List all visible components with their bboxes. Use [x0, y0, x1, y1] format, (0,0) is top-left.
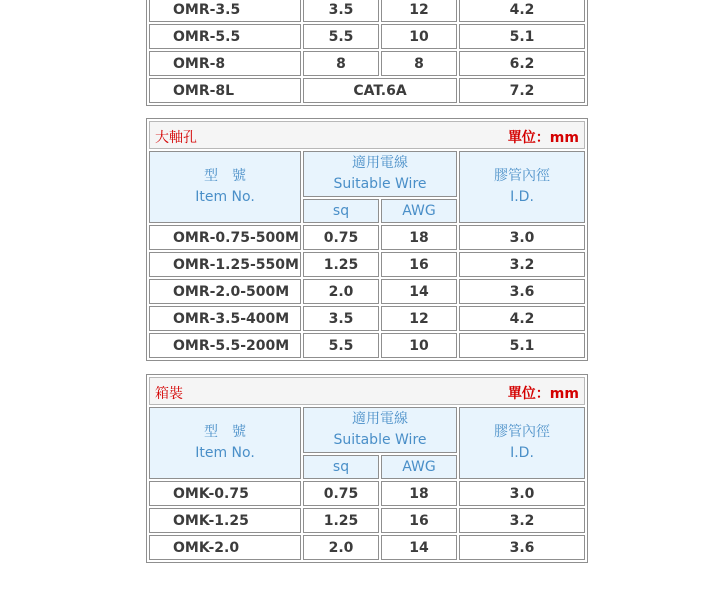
- awg-cell: 10: [381, 333, 457, 358]
- table-row: [149, 306, 585, 331]
- item-cell: OMR-1.25-550M: [149, 252, 301, 277]
- table-row: [149, 279, 585, 304]
- id-cell: 3.2: [459, 252, 585, 277]
- sq-cell: 1.25: [303, 252, 379, 277]
- spec-table-large-hole: [146, 118, 588, 361]
- table-row: [149, 535, 585, 560]
- table-row: [149, 333, 585, 358]
- item-header-zh: 型 號: [204, 168, 246, 184]
- sq-cell: 2.0: [303, 279, 379, 304]
- header-row: [149, 407, 585, 453]
- id-cell: 4.2: [459, 306, 585, 331]
- awg-cell: 16: [381, 508, 457, 533]
- item-cell: OMR-0.75-500M: [149, 225, 301, 250]
- sq-cell: 3.5: [303, 306, 379, 331]
- table-body: [149, 0, 585, 103]
- id-cell: 3.6: [459, 279, 585, 304]
- spec-table-top: [146, 0, 588, 106]
- id-header-en: I.D.: [510, 445, 534, 461]
- awg-cell: 8: [381, 51, 457, 76]
- wire-header-en: Suitable Wire: [333, 432, 427, 448]
- id-cell: 3.0: [459, 225, 585, 250]
- id-header-zh: 膠管內徑: [494, 424, 550, 440]
- item-cell: OMR-5.5-200M: [149, 333, 301, 358]
- awg-cell: 18: [381, 225, 457, 250]
- item-cell: OMK-1.25: [149, 508, 301, 533]
- item-header: [149, 151, 301, 223]
- wire-header: [303, 407, 457, 453]
- wire-header-zh: 適用電線: [352, 411, 408, 427]
- item-cell: OMK-0.75: [149, 481, 301, 506]
- sq-cell: 2.0: [303, 535, 379, 560]
- caption-row: [149, 121, 585, 149]
- item-cell: OMR-2.0-500M: [149, 279, 301, 304]
- sq-cell: 0.75: [303, 481, 379, 506]
- table-caption: [149, 121, 585, 149]
- table-caption: [149, 377, 585, 405]
- table-row: [149, 78, 585, 103]
- item-cell: OMR-8L: [149, 78, 301, 103]
- id-header: [459, 151, 585, 223]
- awg-cell: 12: [381, 306, 457, 331]
- item-header-en: Item No.: [195, 445, 255, 461]
- sq-cell: 1.25: [303, 508, 379, 533]
- id-cell: 3.2: [459, 508, 585, 533]
- item-cell: OMR-3.5: [149, 0, 301, 22]
- awg-cell: 18: [381, 481, 457, 506]
- table-row: [149, 225, 585, 250]
- item-header: [149, 407, 301, 479]
- unit-label: 單位：mm: [507, 386, 579, 402]
- id-header-zh: 膠管內徑: [494, 168, 550, 184]
- table-body: [149, 377, 585, 560]
- caption-row: [149, 377, 585, 405]
- table-row: [149, 481, 585, 506]
- id-cell: 6.2: [459, 51, 585, 76]
- id-cell: 3.0: [459, 481, 585, 506]
- item-cell: OMK-2.0: [149, 535, 301, 560]
- wire-header-zh: 適用電線: [352, 155, 408, 171]
- sq-cell: 3.5: [303, 0, 379, 22]
- id-cell: 7.2: [459, 78, 585, 103]
- wire-merged-cell: CAT.6A: [303, 78, 457, 103]
- header-row: [149, 151, 585, 197]
- table-row: [149, 252, 585, 277]
- id-cell: 5.1: [459, 24, 585, 49]
- table-row: [149, 508, 585, 533]
- table-row: [149, 24, 585, 49]
- table-title: 大軸孔: [155, 130, 197, 146]
- item-cell: OMR-3.5-400M: [149, 306, 301, 331]
- sq-header: sq: [303, 455, 379, 479]
- table-row: [149, 51, 585, 76]
- item-cell: OMR-8: [149, 51, 301, 76]
- awg-cell: 14: [381, 535, 457, 560]
- awg-cell: 14: [381, 279, 457, 304]
- id-cell: 3.6: [459, 535, 585, 560]
- spec-table-boxed: [146, 374, 588, 563]
- table-body: [149, 121, 585, 358]
- awg-header: AWG: [381, 455, 457, 479]
- awg-cell: 12: [381, 0, 457, 22]
- item-header-en: Item No.: [195, 189, 255, 205]
- awg-header: AWG: [381, 199, 457, 223]
- sq-cell: 5.5: [303, 333, 379, 358]
- item-cell: OMR-5.5: [149, 24, 301, 49]
- table-title: 箱裝: [155, 386, 183, 402]
- sq-header: sq: [303, 199, 379, 223]
- awg-cell: 10: [381, 24, 457, 49]
- id-cell: 5.1: [459, 333, 585, 358]
- unit-label: 單位：mm: [507, 130, 579, 146]
- sq-cell: 5.5: [303, 24, 379, 49]
- id-cell: 4.2: [459, 0, 585, 22]
- wire-header: [303, 151, 457, 197]
- id-header-en: I.D.: [510, 189, 534, 205]
- item-header-zh: 型 號: [204, 424, 246, 440]
- awg-cell: 16: [381, 252, 457, 277]
- sq-cell: 8: [303, 51, 379, 76]
- wire-header-en: Suitable Wire: [333, 176, 427, 192]
- table-row: [149, 0, 585, 22]
- id-header: [459, 407, 585, 479]
- sq-cell: 0.75: [303, 225, 379, 250]
